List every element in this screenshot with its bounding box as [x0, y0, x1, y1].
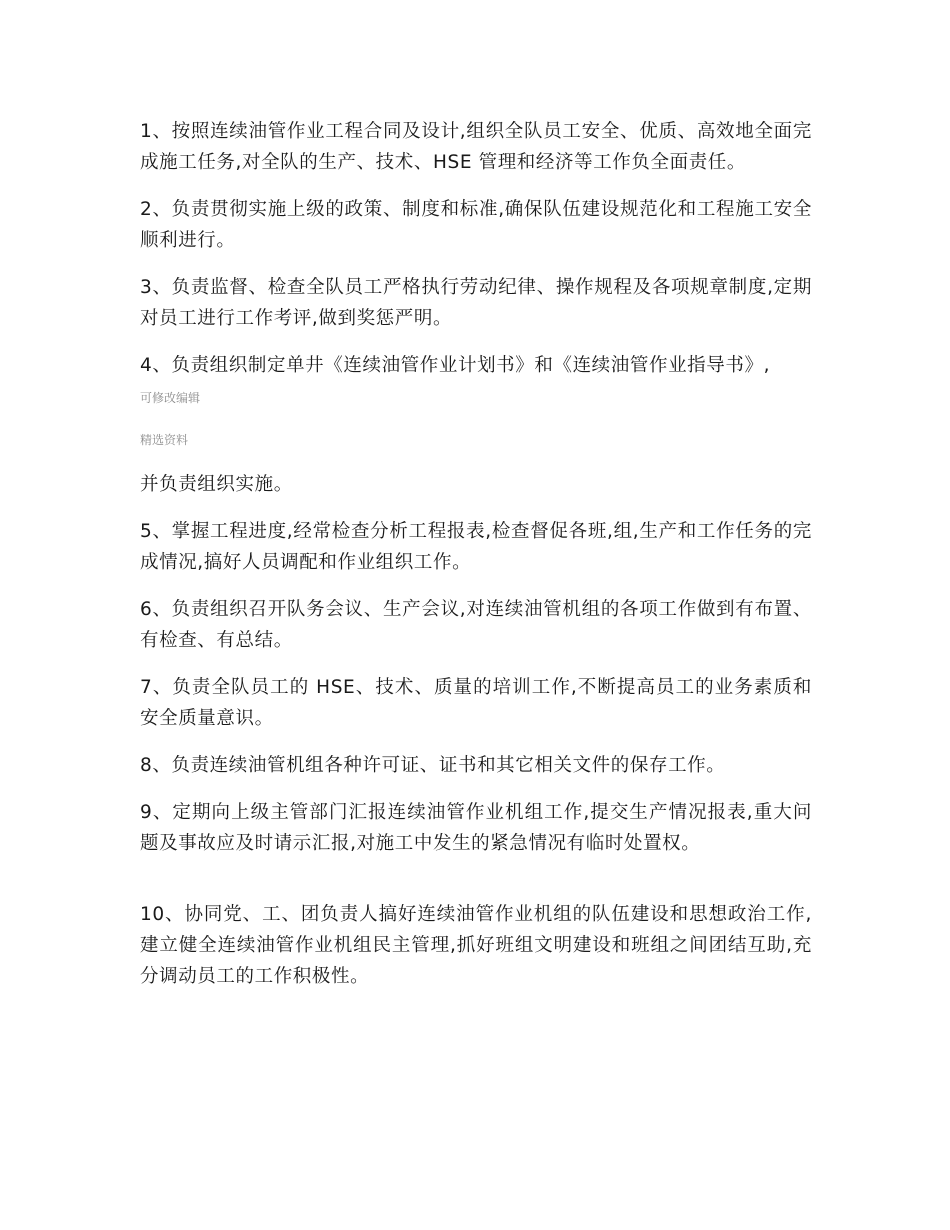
paragraph-4: 4、负责组织制定单井《连续油管作业计划书》和《连续油管作业指导书》,	[140, 355, 771, 376]
paragraph-2: 2、负责贯彻实施上级的政策、制度和标准,确保队伍建设规范化和工程施工安全顺利进行。	[140, 199, 812, 251]
footer-note-editable: 可修改编辑	[140, 391, 201, 405]
paragraph-3: 3、负责监督、检查全队员工严格执行劳动纪律、操作规程及各项规章制度,定期对员工进行工作考评,做到奖惩严明。	[140, 277, 812, 329]
paragraph-10: 10、协同党、工、团负责人搞好连续油管作业机组的队伍建设和思想政治工作,建立健全连续油管作业机组民主管理,抓好班组文明建设和班组之间团结互助,充分调动员工的工作积极性。	[140, 904, 812, 987]
paragraph-8: 8、负责连续油管机组各种许可证、证书和其它相关文件的保存工作。	[140, 755, 726, 776]
document-page	[140, 116, 812, 1008]
paragraph-5: 5、掌握工程进度,经常检查分析工程报表,检查督促各班,组,生产和工作任务的完成情况,搞好人员调配和作业组织工作。	[140, 521, 812, 573]
paragraph-9: 9、定期向上级主管部门汇报连续油管作业机组工作,提交生产情况报表,重大问题及事故应及时请示汇报,对施工中发生的紧急情况有临时处置权。	[140, 802, 812, 854]
paragraph-6: 6、负责组织召开队务会议、生产会议,对连续油管机组的各项工作做到有布置、有检查、有总结。	[140, 599, 812, 651]
paragraph-4-continued: 并负责组织实施。	[140, 474, 293, 495]
paragraph-7: 7、负责全队员工的 HSE、技术、质量的培训工作,不断提高员工的业务素质和安全质量意识。	[140, 677, 812, 729]
footer-note-selected: 精选资料	[140, 433, 189, 447]
paragraph-1: 1、按照连续油管作业工程合同及设计,组织全队员工安全、优质、高效地全面完成施工任务,对全队的生产、技术、HSE 管理和经济等工作负全面责任。	[140, 121, 812, 173]
